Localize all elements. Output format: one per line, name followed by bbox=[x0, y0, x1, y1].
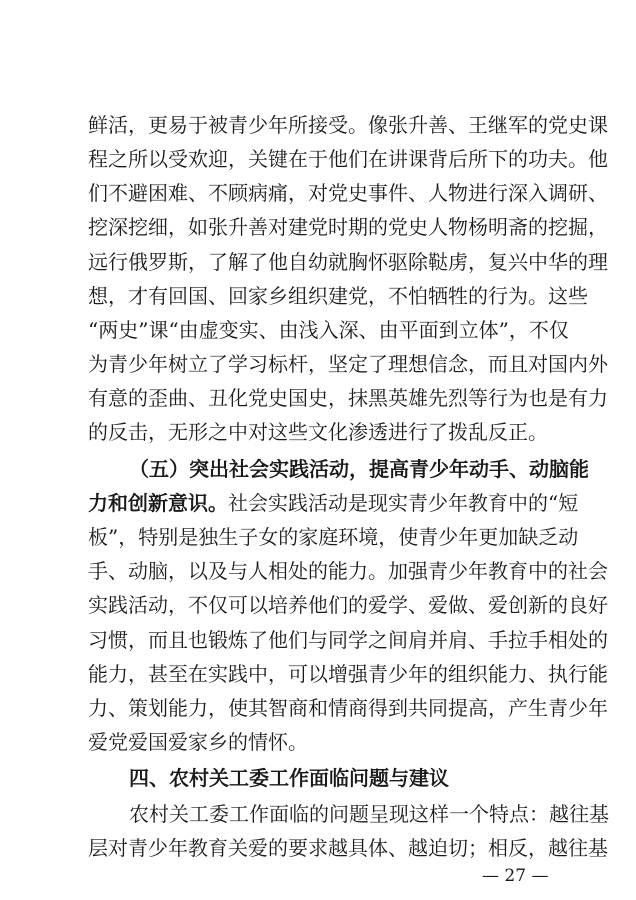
paragraph-line: 远行俄罗斯，了解了他自幼就胸怀驱除鞑虏，复兴中华的理 bbox=[88, 250, 608, 274]
paragraph-line: 爱党爱国爱家乡的情怀。 bbox=[88, 730, 308, 754]
paragraph-line: 手、动脑，以及与人相处的能力。加强青少年教育中的社会 bbox=[88, 559, 608, 583]
paragraph-line: 力、策划能力，使其智商和情商得到共同提高，产生青少年 bbox=[88, 696, 608, 720]
paragraph-line: 能力，甚至在实践中，可以增强青少年的组织能力、执行能 bbox=[88, 662, 608, 686]
section-four-title: 四、农村关工委工作面临问题与建议 bbox=[129, 766, 449, 790]
paragraph-line: 鲜活，更易于被青少年所接受。像张升善、王继军的党史课 bbox=[88, 113, 608, 137]
paragraph-line: 实践活动，不仅可以培养他们的爱学、爱做、爱创新的良好 bbox=[88, 593, 608, 617]
paragraph-line: 习惯，而且也锻炼了他们与同学之间肩并肩、手拉手相处的 bbox=[88, 628, 608, 652]
paragraph-line: 挖深挖细，如张升善对建党时期的党史人物杨明斋的挖掘， bbox=[88, 215, 608, 239]
paragraph-text: 社会实践活动是现实青少年教育中的“短 bbox=[228, 491, 579, 515]
paragraph-line: 的反击，无形之中对这些文化渗透进行了拨乱反正。 bbox=[88, 420, 548, 444]
paragraph-line: 们不避困难、不顾病痛，对党史事件、人物进行深入调研、 bbox=[88, 181, 608, 205]
paragraph-line: 程之所以受欢迎，关键在于他们在讲课背后所下的功夫。他 bbox=[88, 147, 608, 171]
paragraph-line bbox=[88, 486, 579, 520]
paragraph-line: 想，才有回国、回家乡组织建党，不怕牺牲的行为。这些 bbox=[88, 284, 588, 308]
paragraph-line: 层对青少年教育关爱的要求越具体、越迫切；相反，越往基 bbox=[88, 836, 608, 860]
section-heading-text: （五）突出社会实践活动，提高青少年动手、动脑能 bbox=[129, 457, 589, 481]
paragraph-line: “两史”课“由虚变实、由浅入深、由平面到立体”，不仅 bbox=[88, 318, 569, 342]
paragraph-line: 为青少年树立了学习标杆，坚定了理想信念，而且对国内外 bbox=[88, 352, 608, 376]
paragraph-line: 农村关工委工作面临的问题呈现这样一个特点：越往基 bbox=[129, 802, 609, 826]
page-number: — 27 — bbox=[482, 866, 549, 886]
section-heading-continuation: 力和创新意识。 bbox=[88, 491, 228, 515]
paragraph-line: 有意的歪曲、丑化党史国史，抹黑英雄先烈等行为也是有力 bbox=[88, 386, 608, 410]
section-heading-five bbox=[129, 452, 589, 486]
paragraph-line: 板”，特别是独生子女的家庭环境，使青少年更加缺乏动 bbox=[88, 525, 579, 549]
